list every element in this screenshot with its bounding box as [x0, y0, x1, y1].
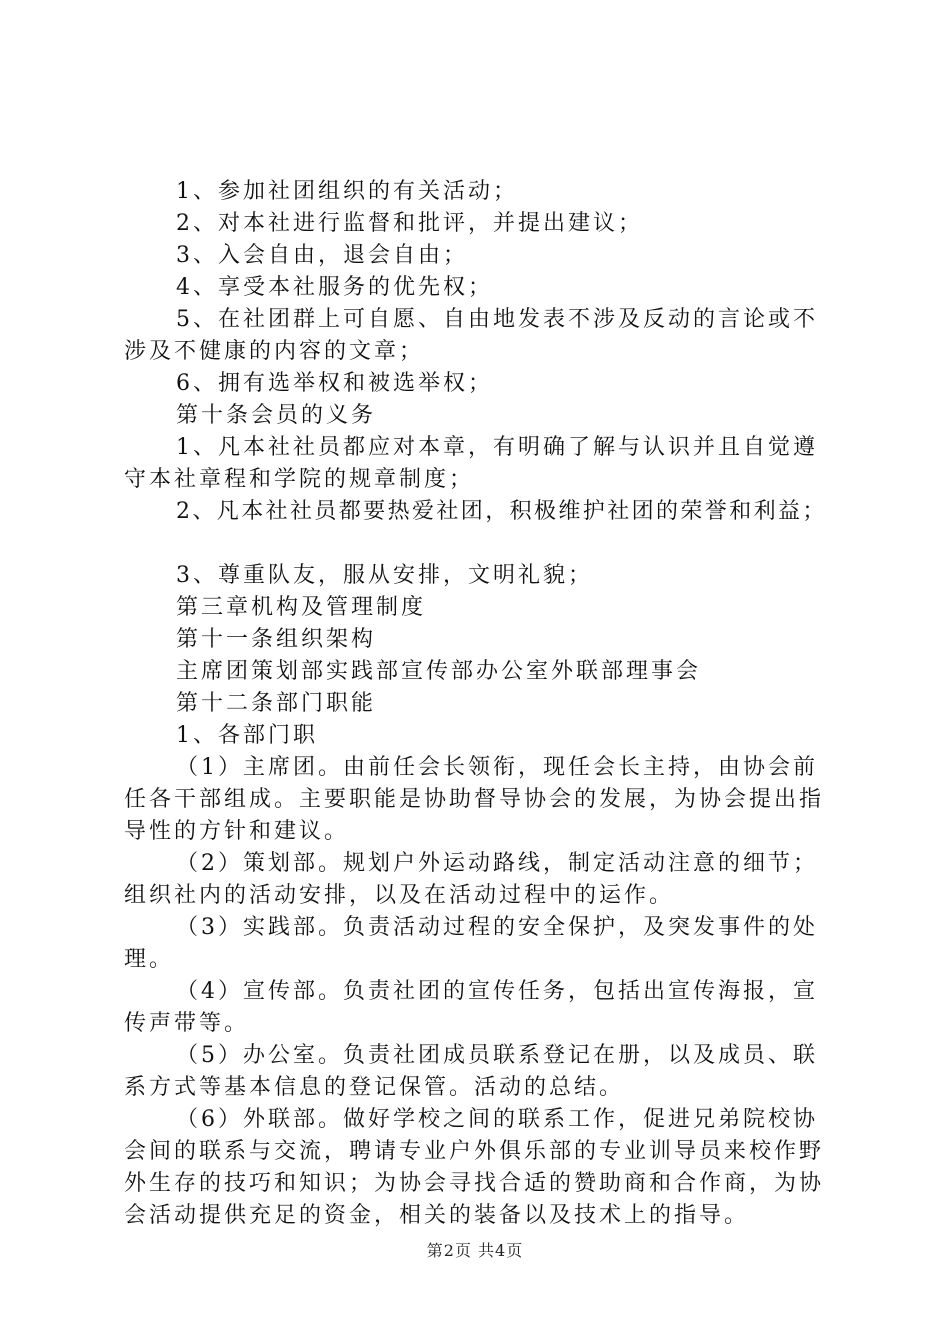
article-heading: 第十条会员的义务: [176, 403, 377, 428]
member-duty-item: 2、凡本社社员都要热爱社团，积极维护社团的荣誉和利益；: [176, 499, 827, 524]
article-heading: 第十一条组织架构: [176, 627, 377, 652]
member-duty-item: 3、尊重队友，服从安排，文明礼貌；: [176, 563, 593, 588]
org-structure-line: 主席团策划部实践部宣传部办公室外联部理事会: [176, 659, 702, 684]
article-heading: 第十二条部门职能: [176, 691, 377, 716]
member-right-item: 6、拥有选举权和被选举权；: [176, 371, 493, 396]
section-heading: 1、各部门职: [176, 723, 318, 748]
department-description: （5）办公室。负责社团成员联系登记在册，以及成员、联系方式等基本信息的登记保管。活动的总结。: [124, 1043, 818, 1100]
member-right-item: 5、在社团群上可自愿、自由地发表不涉及反动的言论或不涉及不健康的内容的文章；: [124, 307, 818, 364]
member-right-item: 3、入会自由，退会自由；: [176, 243, 468, 268]
page-footer: 第2页 共4页: [426, 1241, 524, 1260]
member-duty-item: 1、凡本社社员都应对本章，有明确了解与认识并且自觉遵守本社章程和学院的规章制度；: [124, 435, 818, 492]
member-right-item: 4、享受本社服务的优先权；: [176, 275, 493, 300]
member-right-item: 1、参加社团组织的有关活动；: [176, 179, 518, 204]
document-body: [124, 176, 834, 1232]
department-description: （2）策划部。规划户外运动路线，制定活动注意的细节；组织社内的活动安排，以及在活动过程中的运作。: [124, 851, 818, 908]
member-right-item: 2、对本社进行监督和批评，并提出建议；: [176, 211, 643, 236]
department-description: （1）主席团。由前任会长领衔，现任会长主持，由协会前任各干部组成。主要职能是协助督导协会的发展，为协会提出指导性的方针和建议。: [124, 755, 825, 844]
chapter-heading: 第三章机构及管理制度: [176, 595, 427, 620]
department-description: （6）外联部。做好学校之间的联系工作，促进兄弟院校协会间的联系与交流，聘请专业户外俱乐部的专业训导员来校作野外生存的技巧和知识；为协会寻找合适的赞助商和合作商，为协会活动提供充足的资金，相关的装备以及技术上的指导。: [124, 1107, 825, 1228]
department-description: （3）实践部。负责活动过程的安全保护，及突发事件的处理。: [124, 915, 818, 972]
department-description: （4）宣传部。负责社团的宣传任务，包括出宣传海报，宣传声带等。: [124, 979, 818, 1036]
